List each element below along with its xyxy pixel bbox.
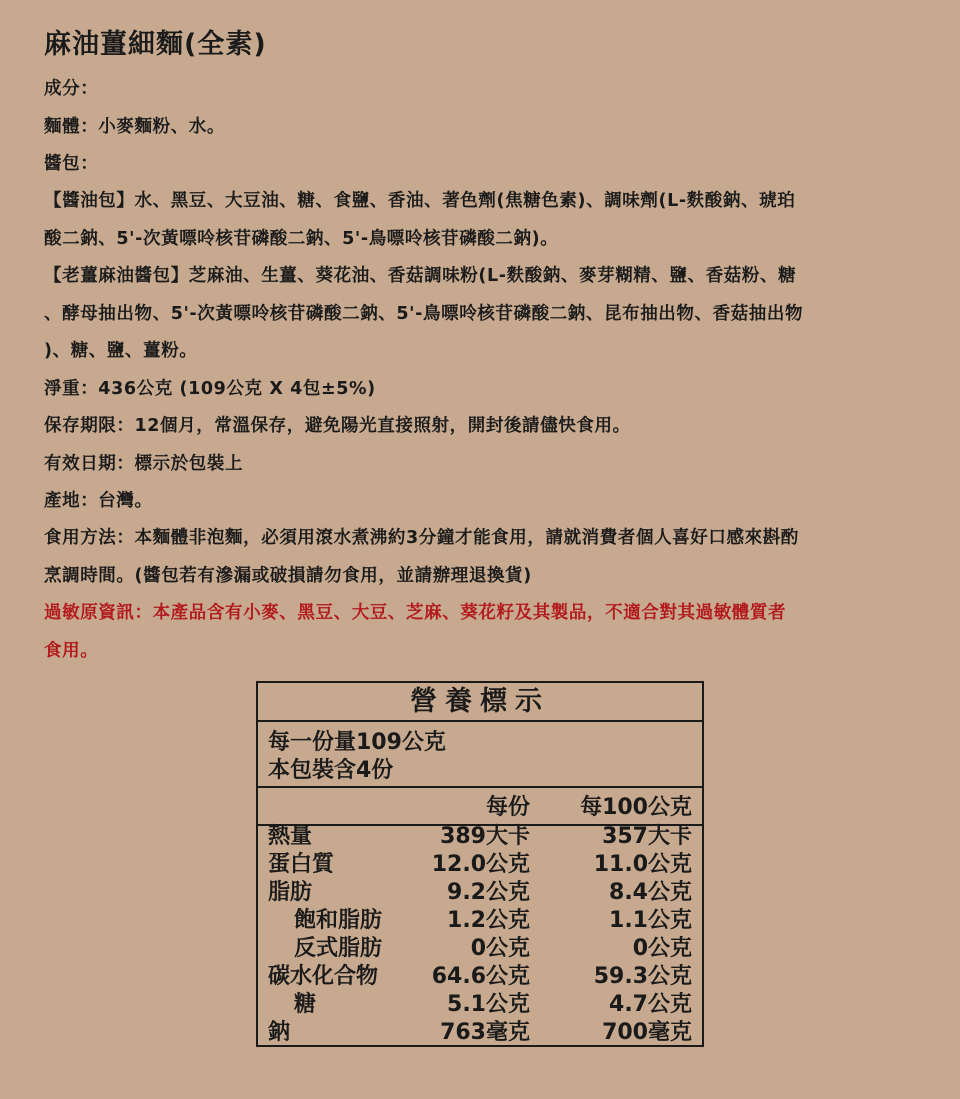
- per-serving-value: 9.2公克: [447, 880, 530, 905]
- per-serving-value: 0公克: [470, 936, 530, 961]
- sauce-heading: 醬包：: [44, 154, 99, 174]
- shelf-life: 保存期限：12個月，常溫保存，避免陽光直接照射，開封後請儘快食用。: [44, 416, 631, 436]
- allergy-line-2: 食用。: [44, 641, 99, 661]
- origin: 產地：台灣。: [44, 491, 153, 511]
- col-per-100g: 每100公克: [580, 795, 692, 820]
- nutrient-name: 反式脂肪: [294, 936, 383, 961]
- nutrition-row: [258, 959, 702, 987]
- per-serving-value: 12.0公克: [431, 852, 530, 877]
- usage-line-2: 烹調時間。(醬包若有滲漏或破損請勿食用，並請辦理退換貨): [44, 566, 532, 586]
- nutrient-name: 蛋白質: [268, 852, 335, 877]
- net-weight: 淨重：436公克 (109公克 X 4包±5%): [44, 379, 376, 399]
- per-100g-value: 0公克: [632, 936, 692, 961]
- nutrition-row: [258, 819, 702, 847]
- per-100g-value: 8.4公克: [609, 880, 692, 905]
- ginger-sauce-line-2: 、酵母抽出物、5'-次黃嘌呤核苷磷酸二鈉、5'-鳥嘌呤核苷磷酸二鈉、昆布抽出物、香菇抽出物: [44, 304, 804, 324]
- usage-line-1: 食用方法：本麵體非泡麵，必須用滾水煮沸約3分鐘才能食用，請就消費者個人喜好口感來斟酌: [44, 528, 799, 548]
- nutrition-row: [258, 987, 702, 1015]
- product-title: 麻油薑細麵(全素): [44, 29, 267, 60]
- nutrient-name: 鈉: [268, 1020, 291, 1045]
- soy-sauce-line-1: 【醬油包】水、黑豆、大豆油、糖、食鹽、香油、著色劑(焦糖色素)、調味劑(L-麩酸鈉、琥珀: [44, 191, 796, 211]
- nutrient-name: 脂肪: [268, 880, 313, 905]
- nutrition-row: [258, 875, 702, 903]
- per-100g-value: 11.0公克: [593, 852, 692, 877]
- col-per-serving: 每份: [485, 795, 530, 820]
- ingredients-heading: 成分：: [44, 79, 99, 99]
- nutrition-row: [258, 931, 702, 959]
- per-100g-value: 1.1公克: [609, 908, 692, 933]
- per-100g-value: 59.3公克: [593, 964, 692, 989]
- noodle-ingredients: 麵體：小麥麵粉、水。: [44, 117, 225, 137]
- allergy-line-1: 過敏原資訊：本產品含有小麥、黑豆、大豆、芝麻、葵花籽及其製品，不適合對其過敏體質者: [44, 603, 787, 623]
- soy-sauce-line-2: 酸二鈉、5'-次黃嘌呤核苷磷酸二鈉、5'-鳥嘌呤核苷磷酸二鈉)。: [44, 229, 559, 249]
- nutrition-heading: 營養標示: [258, 683, 702, 722]
- nutrient-name: 碳水化合物: [268, 964, 379, 989]
- nutrient-name: 飽和脂肪: [294, 908, 383, 933]
- per-serving-value: 5.1公克: [447, 992, 530, 1017]
- nutrition-row: [258, 903, 702, 931]
- per-serving-value: 763毫克: [440, 1020, 530, 1045]
- nutrition-table: [256, 681, 704, 1047]
- ginger-sauce-line-3: )、糖、鹽、薑粉。: [44, 341, 198, 361]
- nutrition-row: [258, 1015, 702, 1043]
- per-serving-value: 1.2公克: [447, 908, 530, 933]
- per-100g-value: 357大卡: [602, 824, 692, 849]
- nutrient-name: 糖: [294, 992, 317, 1017]
- nutrition-row: [258, 847, 702, 875]
- serving-size: 每一份量109公克: [268, 730, 446, 755]
- nutrient-name: 熱量: [268, 824, 313, 849]
- ginger-sauce-line-1: 【老薑麻油醬包】芝麻油、生薑、葵花油、香菇調味粉(L-麩酸鈉、麥芽糊精、鹽、香菇粉、糖: [44, 266, 797, 286]
- servings-per-pack: 本包裝含4份: [268, 758, 394, 783]
- expiry-date: 有效日期：標示於包裝上: [44, 454, 244, 474]
- per-serving-value: 64.6公克: [431, 964, 530, 989]
- per-100g-value: 700毫克: [602, 1020, 692, 1045]
- per-100g-value: 4.7公克: [609, 992, 692, 1017]
- per-serving-value: 389大卡: [440, 824, 530, 849]
